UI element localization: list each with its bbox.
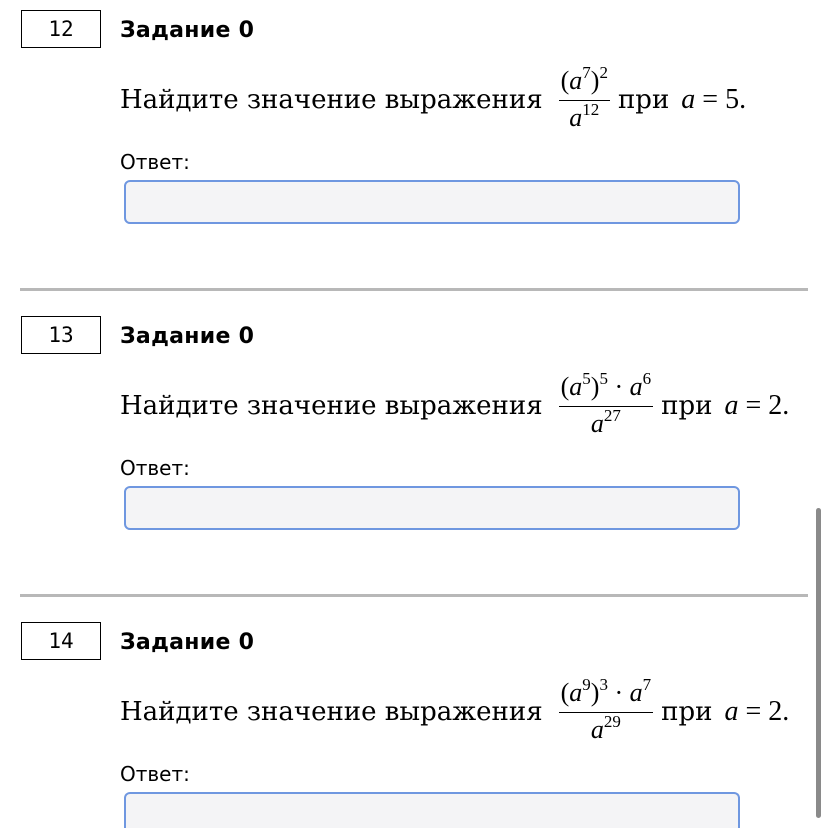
question-prompt: Найдите значение выражения [120, 391, 543, 421]
vertical-scrollbar[interactable] [816, 508, 821, 818]
task-block [0, 306, 808, 612]
task-title: Задание 0 [120, 630, 255, 655]
answer-label: Ответ: [120, 456, 190, 480]
fraction-denominator [589, 713, 623, 745]
numerator-inner-exponent: 9 [582, 675, 591, 695]
numerator-base: a [569, 66, 583, 96]
answer-label: Ответ: [120, 150, 190, 174]
denominator-exponent: 29 [603, 712, 621, 732]
task-title: Задание 0 [120, 324, 255, 349]
question-text [120, 366, 789, 446]
fraction-denominator [567, 101, 601, 133]
numerator-extra-exponent: 6 [642, 369, 652, 389]
task-number-box: 12 [21, 10, 101, 48]
condition-value: = 2. [738, 390, 790, 421]
task-divider [20, 288, 808, 291]
condition-word: при [617, 85, 670, 115]
numerator-outer-exponent: 2 [599, 63, 608, 83]
answer-label: Ответ: [120, 762, 190, 786]
numerator-inner-exponent: 7 [582, 63, 591, 83]
denominator-exponent: 27 [603, 406, 621, 426]
question-prompt: Найдите значение выражения [120, 697, 543, 727]
numerator-outer-exponent: 5 [599, 369, 608, 389]
answer-input[interactable] [124, 180, 740, 224]
denominator-exponent: 12 [582, 100, 600, 120]
answer-input[interactable] [124, 486, 740, 530]
answer-input[interactable] [124, 792, 740, 828]
denominator-base: a [590, 409, 604, 439]
math-fraction [559, 63, 610, 133]
condition-word: при [661, 391, 713, 421]
question-prompt: Найдите значение выражения [120, 85, 543, 115]
task-number-box: 14 [21, 622, 101, 660]
numerator-extra-exponent: 7 [642, 675, 652, 695]
condition-value: = 5. [695, 84, 747, 115]
math-fraction [559, 369, 654, 439]
condition [724, 390, 789, 422]
task-title: Задание 0 [120, 18, 255, 43]
condition-variable: a [724, 696, 739, 727]
task-block [0, 0, 808, 306]
fraction-numerator: $(a^5)^5 \cdot a^6$ [560, 369, 652, 402]
condition [724, 696, 789, 728]
condition-variable: a [724, 390, 739, 421]
denominator-base: a [590, 715, 604, 745]
fraction-denominator [589, 407, 623, 439]
numerator-inner-exponent: 5 [582, 369, 591, 389]
task-number-box: 13 [21, 316, 101, 354]
numerator-extra-base: a [629, 678, 643, 708]
numerator-outer-exponent: 3 [599, 675, 608, 695]
numerator-base: a [569, 372, 583, 402]
math-fraction [559, 675, 654, 745]
condition-word: при [661, 697, 713, 727]
condition-variable: a [681, 84, 696, 115]
task-divider [20, 594, 808, 597]
fraction-numerator: $(a^7)^2$ [560, 63, 608, 96]
denominator-base: a [569, 103, 583, 133]
task-block [0, 612, 808, 828]
numerator-base: a [569, 678, 583, 708]
fraction-numerator: $(a^9)^3 \cdot a^7$ [560, 675, 652, 708]
question-text [120, 672, 789, 752]
condition [681, 84, 746, 116]
condition-value: = 2. [738, 696, 790, 727]
question-text [120, 60, 746, 140]
numerator-extra-base: a [629, 372, 643, 402]
